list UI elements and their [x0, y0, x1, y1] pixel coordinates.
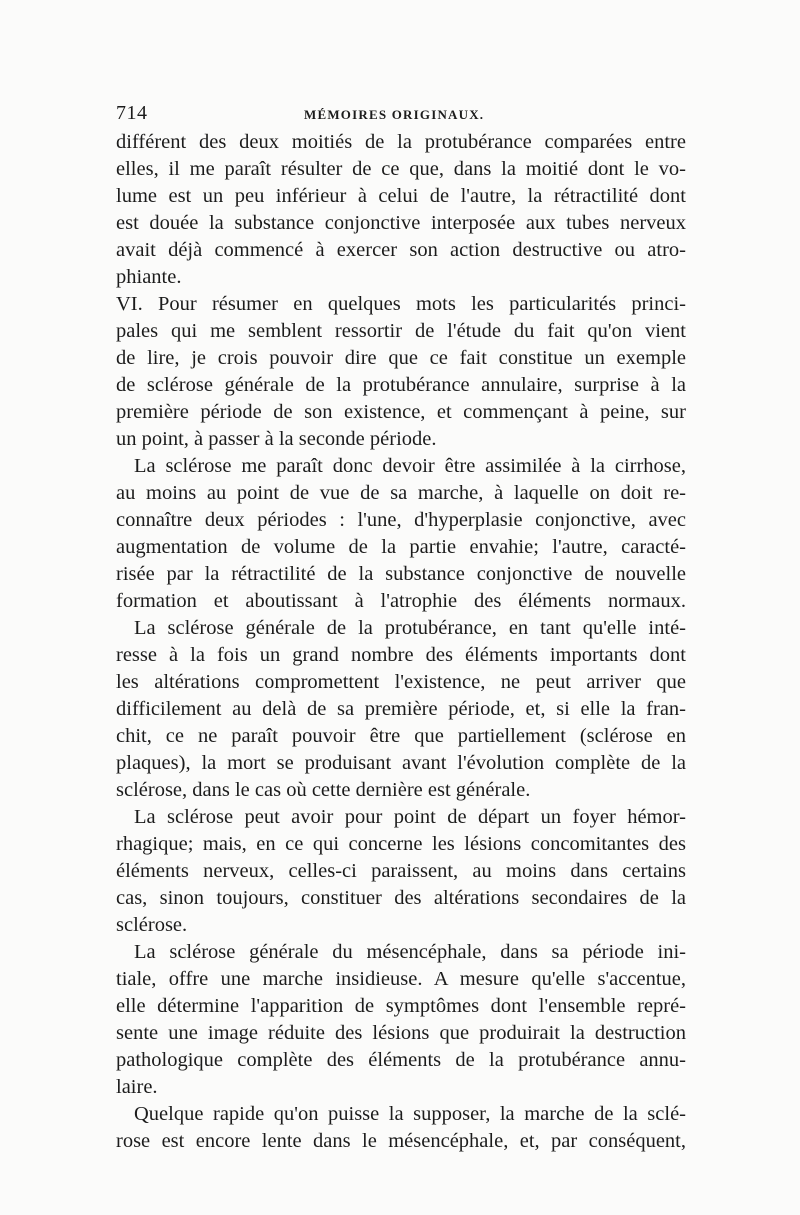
- text-line: connaître deux périodes : l'une, d'hyperplasie conjonctive, avec: [116, 509, 686, 531]
- text-line: de lire, je crois pouvoir dire que ce fait constitue un exemple: [116, 347, 686, 369]
- page-number: 714: [116, 102, 148, 124]
- text-line: éléments nerveux, celles-ci paraissent, au moins dans certains: [116, 860, 686, 882]
- text-line: risée par la rétractilité de la substance conjonctive de nouvelle: [116, 563, 686, 585]
- text-line: phiante.: [116, 266, 182, 288]
- text-line: tiale, offre une marche insidieuse. A mesure qu'elle s'accentue,: [116, 968, 686, 990]
- text-line: chit, ce ne paraît pouvoir être que partiellement (sclérose en: [116, 725, 686, 747]
- text-line: sclérose, dans le cas où cette dernière est générale.: [116, 779, 531, 801]
- text-line: difficilement au delà de sa première période, et, si elle la fran-: [116, 698, 686, 720]
- text-line: rose est encore lente dans le mésencéphale, et, par conséquent,: [116, 1130, 686, 1152]
- text-line: les altérations compromettent l'existence, ne peut arriver que: [116, 671, 686, 693]
- text-line: elle détermine l'apparition de symptômes dont l'ensemble repré-: [116, 995, 686, 1017]
- text-line: première période de son existence, et commençant à peine, sur: [116, 401, 686, 423]
- text-line: un point, à passer à la seconde période.: [116, 428, 437, 450]
- text-line: formation et aboutissant à l'atrophie des éléments normaux.: [116, 590, 686, 612]
- text-line: sclérose.: [116, 914, 188, 936]
- body-text: [116, 129, 686, 1155]
- paragraph-start-line: Quelque rapide qu'on puisse la supposer, la marche de la sclé-: [134, 1103, 686, 1125]
- text-line: pales qui me semblent ressortir de l'étude du fait qu'on vient: [116, 320, 686, 342]
- paragraph-start-line: La sclérose peut avoir pour point de départ un foyer hémor-: [134, 806, 686, 828]
- text-line: avait déjà commencé à exercer son action destructive ou atro-: [116, 239, 686, 261]
- running-title: MÉMOIRES ORIGINAUX.: [304, 107, 485, 122]
- text-line: rhagique; mais, en ce qui concerne les lésions concomitantes des: [116, 833, 686, 855]
- paragraph-start-line: La sclérose me paraît donc devoir être assimilée à la cirrhose,: [134, 455, 686, 477]
- text-line: lume est un peu inférieur à celui de l'autre, la rétractilité dont: [116, 185, 686, 207]
- text-line: de sclérose générale de la protubérance annulaire, surprise à la: [116, 374, 686, 396]
- text-line: elles, il me paraît résulter de ce que, dans la moitié dont le vo-: [116, 158, 686, 180]
- text-line: sente une image réduite des lésions que produirait la destruction: [116, 1022, 686, 1044]
- section-vi-opening-line: VI. Pour résumer en quelques mots les particularités princi-: [116, 293, 686, 315]
- paragraph-start-line: La sclérose générale de la protubérance, en tant qu'elle inté-: [134, 617, 686, 639]
- text-line: cas, sinon toujours, constituer des altérations secondaires de la: [116, 887, 686, 909]
- text-line: laire.: [116, 1076, 158, 1098]
- text-line: différent des deux moitiés de la protubérance comparées entre: [116, 131, 686, 153]
- text-line: resse à la fois un grand nombre des éléments importants dont: [116, 644, 686, 666]
- text-line: pathologique complète des éléments de la protubérance annu-: [116, 1049, 686, 1071]
- text-line: augmentation de volume de la partie envahie; l'autre, caracté-: [116, 536, 686, 558]
- text-line: au moins au point de vue de sa marche, à laquelle on doit re-: [116, 482, 686, 504]
- text-line: plaques), la mort se produisant avant l'évolution complète de la: [116, 752, 686, 774]
- paragraph-start-line: La sclérose générale du mésencéphale, dans sa période ini-: [134, 941, 686, 963]
- running-header: [116, 98, 686, 128]
- text-line: est douée la substance conjonctive interposée aux tubes nerveux: [116, 212, 686, 234]
